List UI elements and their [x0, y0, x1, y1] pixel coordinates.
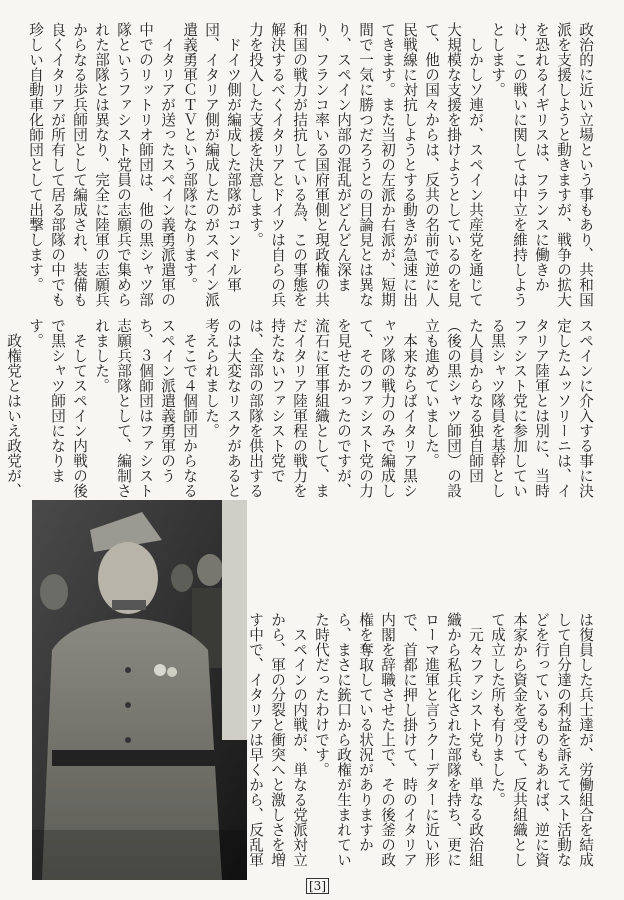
text-block-bottom	[224, 612, 596, 880]
photograph-illustration	[32, 500, 247, 880]
text-block-top	[26, 22, 596, 314]
article-text-top: 政治的に近い立場という事もあり、共和国派を支援しようと動きますが、戦争の拡大を恐れるイギリスは、フランスに働きかけ、この戦いに関しては中立を維持しようとします。 しかしソ連が、スペイン共産党を通じて大規模な支援を掛けようとしているのを見て、他の国々からは、反共の名前で逆に人民戦線に対抗しようとする動きが急速に出てきます。また当初の左派か右派が、短期間で一気に勝つだろうとの目論見とは異なり、スペイン内部の混乱がどんどん深まり、フランコ率いる国府軍側と現政権の共和国の戦力が拮抗している為、この事態を解決するべくイタリアとドイツは自らの兵力を投入した支援を決意します。 ドイツ側が編成した部隊がコンドル軍団、イタリア側が編成したのがスペイン派遣義勇軍ＣＴＶという部隊になります。 イタリアが送ったスペイン義勇派遣軍の中でのリットリオ師団は、他の黒シャツ部隊というファシスト党員の志願兵で集められた部隊とは異なり、完全に陸軍の志願兵からなる歩兵師団として編成され、装備も良くイタリアが所有して居る部隊の中でも珍しい自動車化師団として出撃します。	[27, 22, 594, 307]
officer-photograph	[32, 500, 247, 880]
page-number: [3]	[306, 878, 329, 894]
article-text-bottom: は復員した兵士達が、労働組合を結成して自分達の利益を訴えてスト活動などを行っているものもあれば、逆に資本家から資金を受けて、反共組織として成立した所も有りました。 元々ファシスト党も、単なる政治組織から私兵化された部隊を持ち、更にローマ進軍と言うクーデターに近い形で、首都に押し掛けて、時のイタリア内閣を辞職させた上で、その後釜の政権を奪取している状況がありますから、まさに銃口から政権が生まれていた時代だったわけです。 スペインの内戦が、単なる党派対立から、軍の分裂と衝突へと激しさを増す中で、イタリアは早くから、反乱軍	[247, 612, 594, 867]
article-text-middle: スペインに介入する事に決定したムッソリーニは、イタリア陸軍とは別に、当時ファシスト党に参加している黒シャツ隊員を基幹とした人員からなる独自師団（後の黒シャツ師団）の設立も進めていました。 本来ならばイタリア黒シャツ隊の戦力のみで編成して、そのファシスト党の力を見せたかったのですが、流石に軍事組織として、まだイタリア陸軍程の戦力を持たないファシスト党では、全部の部隊を供出するのは大変なリスクがあると考えられました。 そこで４個師団からなるスペイン派遣義勇軍のうち、３個師団はファシスト志願兵部隊として、編制されました。 そしてスペイン内戦の後で黒シャツ師団になります。 政権党とはいえ政党が、	[5, 318, 594, 498]
text-block-middle	[5, 318, 596, 500]
